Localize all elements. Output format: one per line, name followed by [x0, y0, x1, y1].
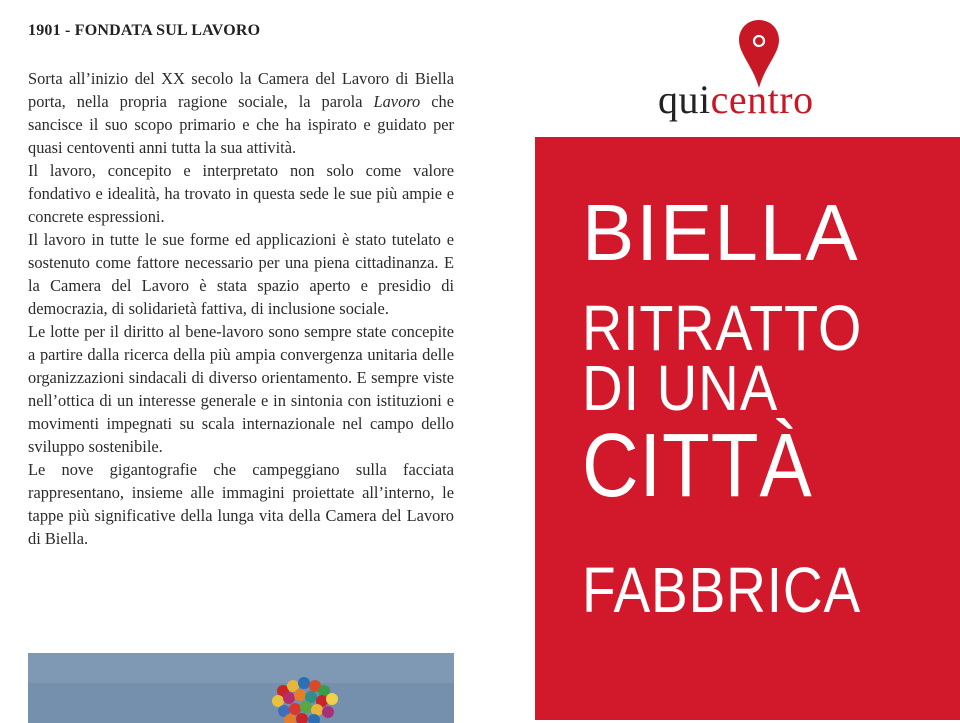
cover-title-panel: [535, 137, 960, 720]
cover-title-line-1: BIELLA: [582, 188, 860, 277]
article-body: [28, 67, 454, 550]
paragraph-1-text-b: che sancisce il suo scopo primario e che ha ispirato e guidato per quasi centoventi anni tutta la sua attività.: [28, 92, 454, 157]
paragraph-5: Le nove gigantografie che campeggiano sulla facciata rappresentano, insieme alle immagini proiettate all’interno, le tappe più significative della lunga vita della Camera del Lavoro di Biella.: [28, 460, 454, 548]
quicentro-logo: [640, 18, 880, 126]
logo-centro: centro: [710, 77, 814, 122]
cover-title-line-3: DI UNA: [582, 352, 779, 424]
balloons-photo: [28, 653, 454, 723]
logo-qui: qui: [658, 77, 711, 122]
logo-wordmark: [658, 76, 814, 124]
paragraph-4: Le lotte per il diritto al bene-lavoro sono sempre state concepite a partire dalla ricerca della più ampia convergenza unitaria delle organizzazioni sindacali di diverso orientamento. E sempre viste nell’ottica di un interesse generale e in sintonia con istituzioni e movimenti impegnati su scala internazionale nel campo dello sviluppo sostenibile.: [28, 322, 454, 456]
paragraph-1: [28, 67, 454, 159]
paragraph-1-text-a: Sorta all’inizio del XX secolo la Camera del Lavoro di Biella porta, nella propria ragione sociale, la parola: [28, 69, 454, 111]
cover-title-line-4: CITTÀ: [582, 416, 813, 516]
paragraph-2: Il lavoro, concepito e interpretato non solo come valore fondativo e idealità, ha trovato in questa sede le sue più ampie e concrete espressioni.: [28, 161, 454, 226]
cover-title-line-2: RITRATTO: [582, 292, 863, 364]
balloons-photo-illustration: [28, 653, 454, 723]
cover-title-line-5: FABBRICA: [582, 554, 862, 626]
paragraph-1-italic-word: Lavoro: [373, 92, 421, 111]
paragraph-3: Il lavoro in tutte le sue forme ed applicazioni è stato tutelato e sostenuto come fattore necessario per una piena cittadinanza. E la Camera del Lavoro è stata spazio aperto e presidio di democrazia, di solidarietà fattiva, di inclusione sociale.: [28, 230, 454, 318]
article-heading: 1901 - FONDATA SUL LAVORO: [28, 22, 261, 39]
